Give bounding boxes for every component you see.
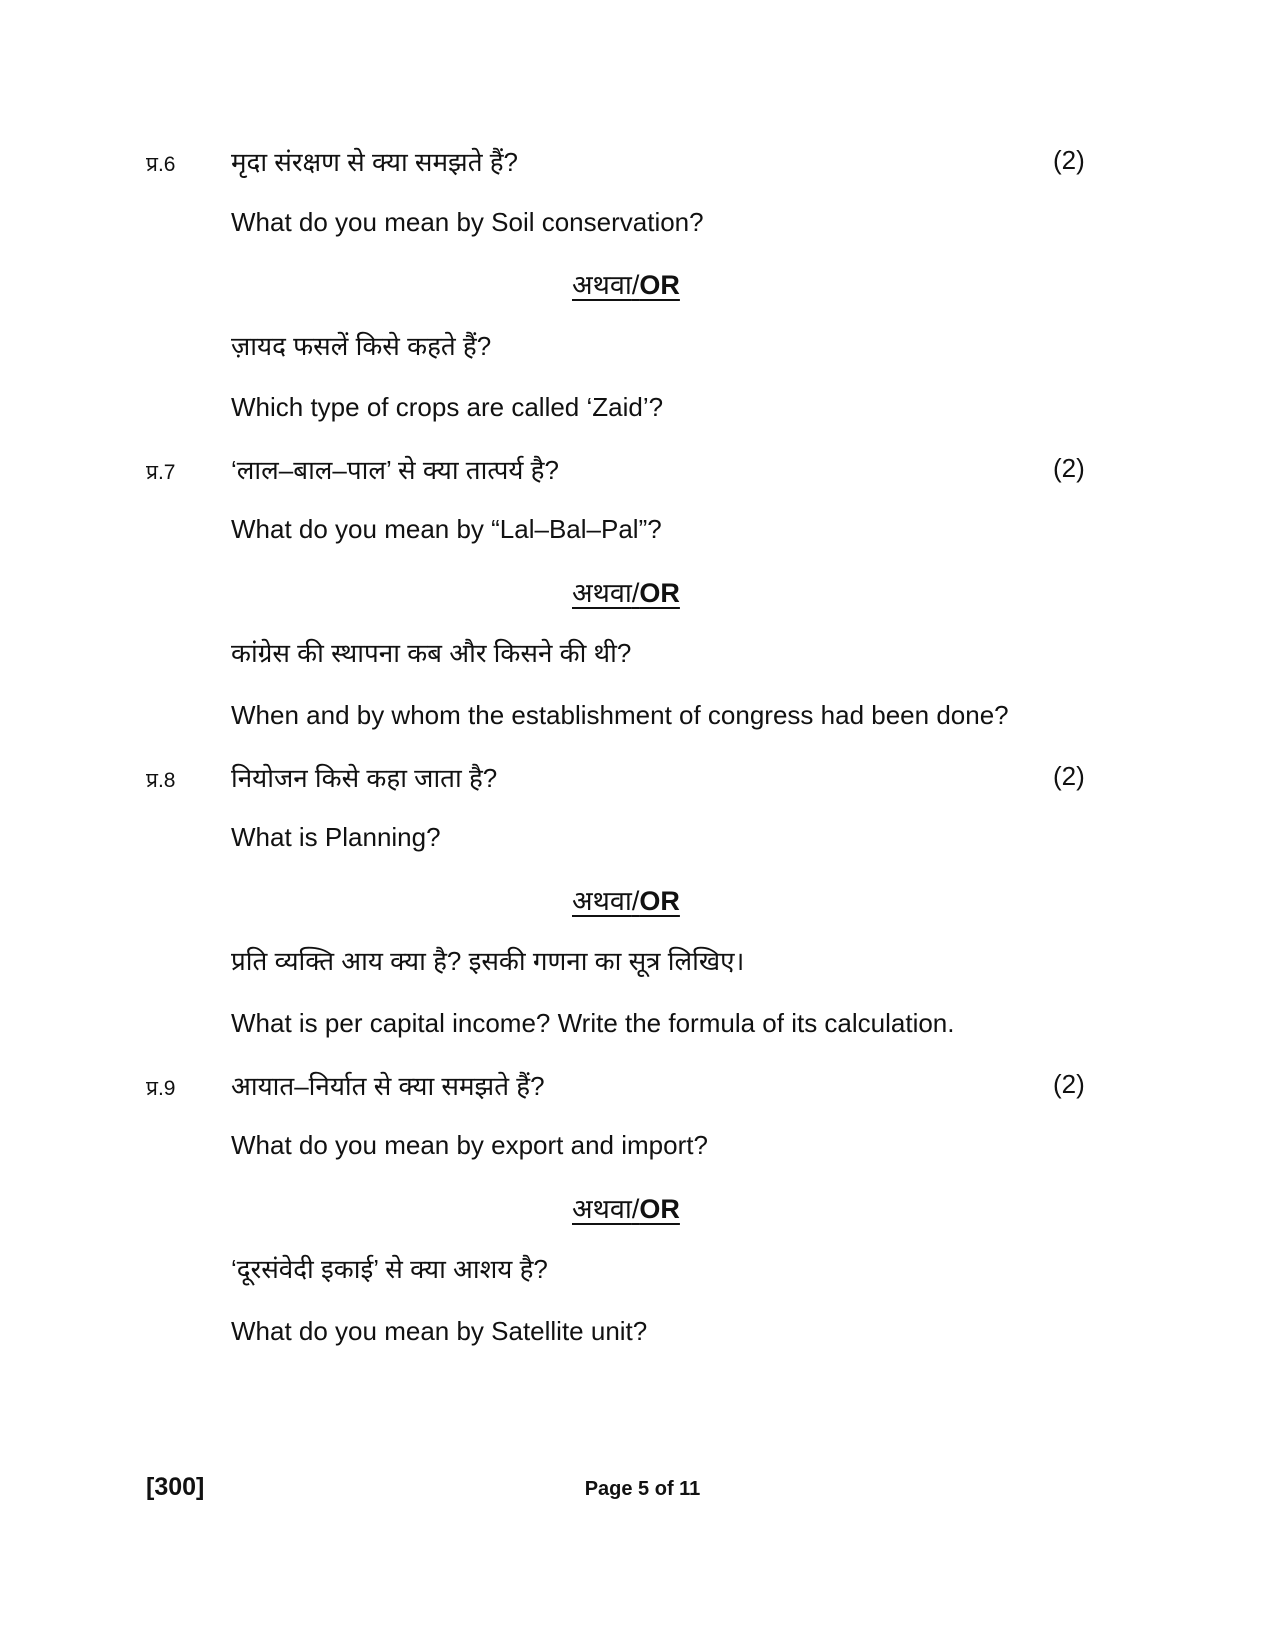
question-text-hindi: मृदा संरक्षण से क्या समझते हैं? [231, 147, 519, 177]
or-slash: / [631, 1194, 640, 1224]
or-label-english: OR [639, 270, 680, 300]
or-label-english: OR [639, 578, 680, 608]
question-text-english: What do you mean by export and import? [231, 1130, 708, 1160]
or-label-hindi: अथवा [572, 578, 632, 608]
question-marks: (2) [1053, 1069, 1085, 1099]
question-number: प्र.8 [146, 769, 176, 792]
or-label-hindi: अथवा [572, 1194, 632, 1224]
alternative-question-hindi: ‘दूरसंवेदी इकाई’ से क्या आशय है? [231, 1254, 548, 1284]
or-slash: / [631, 578, 640, 608]
question-text-hindi: ‘लाल–बाल–पाल’ से क्या तात्पर्य है? [231, 455, 559, 485]
alternative-question-english: Which type of crops are called ‘Zaid’? [231, 392, 664, 422]
alternative-question-hindi: प्रति व्यक्ति आय क्या है? इसकी गणना का सूत्र लिखिए। [231, 946, 745, 976]
question-marks: (2) [1053, 453, 1085, 483]
alternative-question-hindi: ज़ायद फसलें किसे कहते हैं? [231, 331, 492, 361]
alternative-question-english: What do you mean by Satellite unit? [231, 1316, 648, 1346]
or-separator [572, 573, 680, 610]
or-slash: / [631, 886, 640, 916]
or-label-english: OR [639, 1194, 680, 1224]
or-separator [572, 881, 680, 918]
question-marks: (2) [1053, 145, 1085, 175]
question-marks: (2) [1053, 761, 1085, 791]
alternative-question-english: When and by whom the establishment of congress had been done? [231, 700, 1009, 730]
alternative-question-hindi: कांग्रेस की स्थापना कब और किसने की थी? [231, 638, 632, 668]
question-number: प्र.9 [146, 1077, 176, 1100]
question-text-hindi: नियोजन किसे कहा जाता है? [231, 763, 498, 793]
question-number: प्र.7 [146, 461, 176, 484]
paper-code: [300] [146, 1473, 205, 1501]
question-text-hindi: आयात–निर्यात से क्या समझते हैं? [231, 1071, 545, 1101]
or-separator [572, 265, 680, 302]
question-number: प्र.6 [146, 153, 176, 176]
or-slash: / [631, 270, 640, 300]
question-text-english: What do you mean by “Lal–Bal–Pal”? [231, 514, 662, 544]
question-text-english: What is Planning? [231, 822, 441, 852]
or-label-english: OR [639, 886, 680, 916]
page-number: Page 5 of 11 [584, 1478, 701, 1500]
or-separator [572, 1189, 680, 1226]
or-label-hindi: अथवा [572, 270, 632, 300]
alternative-question-english: What is per capital income? Write the formula of its calculation. [231, 1008, 955, 1038]
or-label-hindi: अथवा [572, 886, 632, 916]
question-text-english: What do you mean by Soil conservation? [231, 207, 704, 237]
